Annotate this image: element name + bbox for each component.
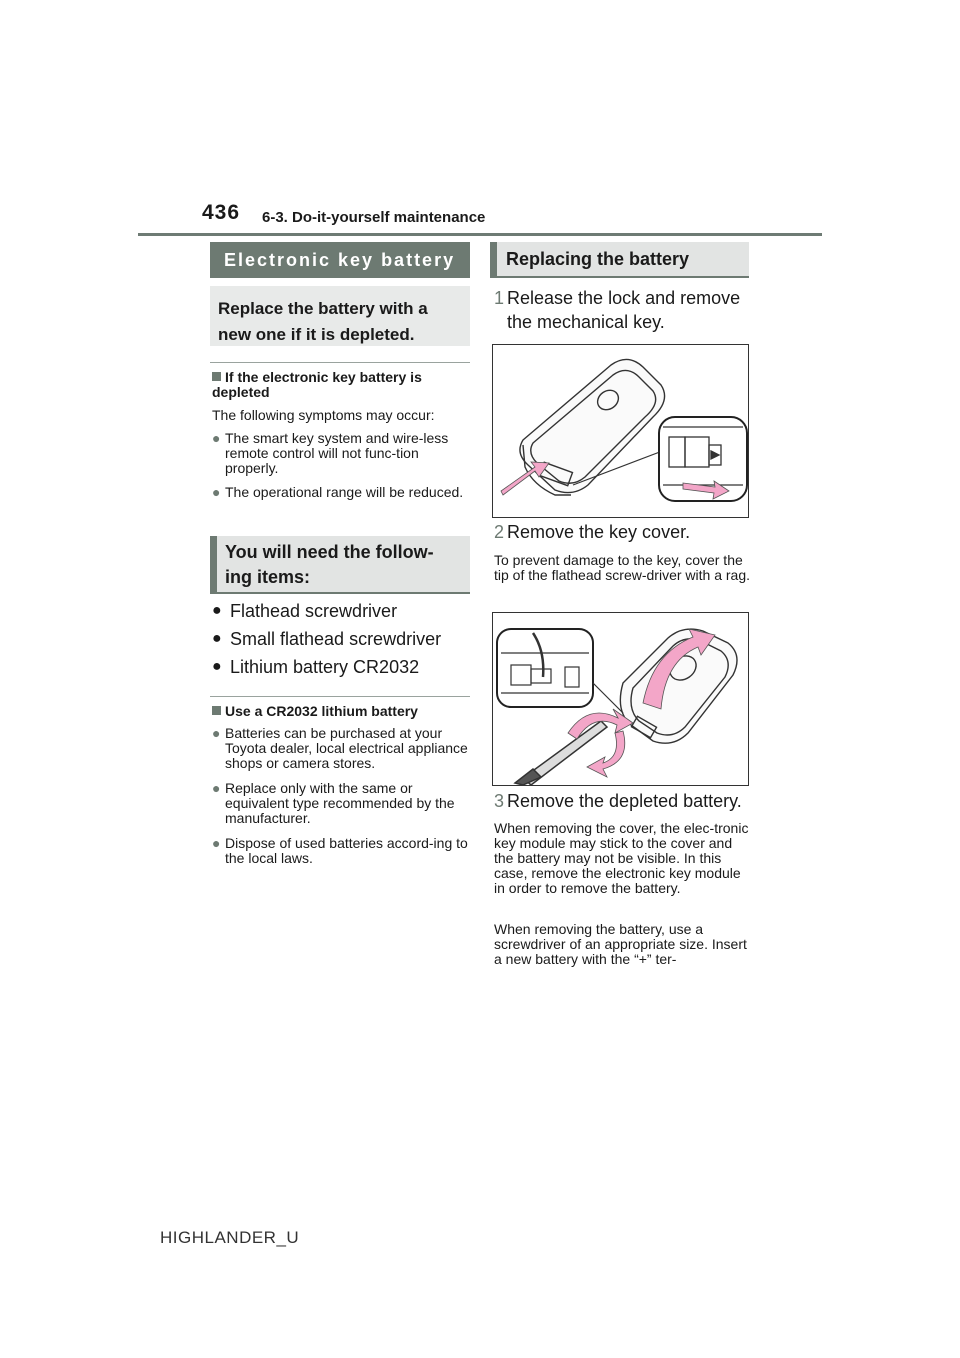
note-divider: [210, 696, 470, 697]
page-number: 436: [202, 201, 241, 224]
note-heading-battery: Use a CR2032 lithium battery: [212, 704, 468, 719]
bullet-icon: ●: [212, 602, 222, 619]
bullet-icon: ●: [212, 484, 221, 500]
step-2-note: To prevent damage to the key, cover the tip of the flathead screw-driver with a rag.: [494, 552, 751, 583]
note-lead: The following symptoms may occur:: [212, 407, 435, 423]
list-item: ● Flathead screwdriver: [212, 601, 398, 621]
header-rule: [138, 233, 822, 236]
square-marker-icon: [212, 706, 221, 715]
square-marker-icon: [212, 372, 221, 381]
list-item: ● The smart key system and wire-less remote control will not func-tion properly.: [212, 430, 449, 476]
step-3-note-2: When removing the battery, use a screwdriver of an appropriate size. Insert a new battery with the “+” ter-: [494, 921, 747, 967]
list-item: ● Small flathead screwdriver: [212, 629, 442, 649]
list-item: ● Dispose of used batteries accord-ing to the local laws.: [212, 835, 468, 866]
bullet-icon: ●: [212, 658, 222, 675]
step-3: 3 Remove the depleted battery.: [494, 791, 742, 811]
section-title: 6-3. Do-it-yourself maintenance: [262, 209, 486, 226]
bullet-icon: ●: [212, 725, 221, 741]
bullet-icon: ●: [212, 430, 221, 446]
figure-release-lock: [492, 344, 749, 518]
bullet-icon: ●: [212, 630, 222, 647]
footer-model: HIGHLANDER_U: [160, 1228, 300, 1247]
key-fob-illustration: [493, 345, 748, 517]
items-title: You will need the follow-ing items:: [210, 536, 470, 594]
note-heading-depleted: If the electronic key battery is depleted: [212, 369, 422, 400]
step-3-note-1: When removing the cover, the elec-tronic key module may stick to the cover and the battery may not be visible. In this case, remove the electronic key module in order to remove the battery.: [494, 820, 749, 896]
key-cover-illustration: [493, 613, 748, 785]
figure-remove-cover: [492, 612, 749, 786]
intro-box: Replace the battery with a new one if it is depleted.: [210, 286, 470, 346]
right-section-title: Replacing the battery: [490, 242, 749, 278]
left-section-title: Electronic key battery: [210, 242, 470, 278]
list-item: ● The operational range will be reduced.: [212, 484, 464, 500]
list-item: ● Lithium battery CR2032: [212, 657, 420, 677]
bullet-icon: ●: [212, 835, 221, 851]
step-2: 2 Remove the key cover.: [494, 522, 691, 542]
bullet-icon: ●: [212, 780, 221, 796]
list-item: ● Replace only with the same or equivalent type recommended by the manufacturer.: [212, 780, 455, 826]
note-divider: [210, 362, 470, 363]
list-item: ● Batteries can be purchased at your Toyota dealer, local electrical appliance shops or camera stores.: [212, 725, 468, 771]
step-1: 1 Release the lock and remove the mechanical key.: [494, 288, 741, 332]
